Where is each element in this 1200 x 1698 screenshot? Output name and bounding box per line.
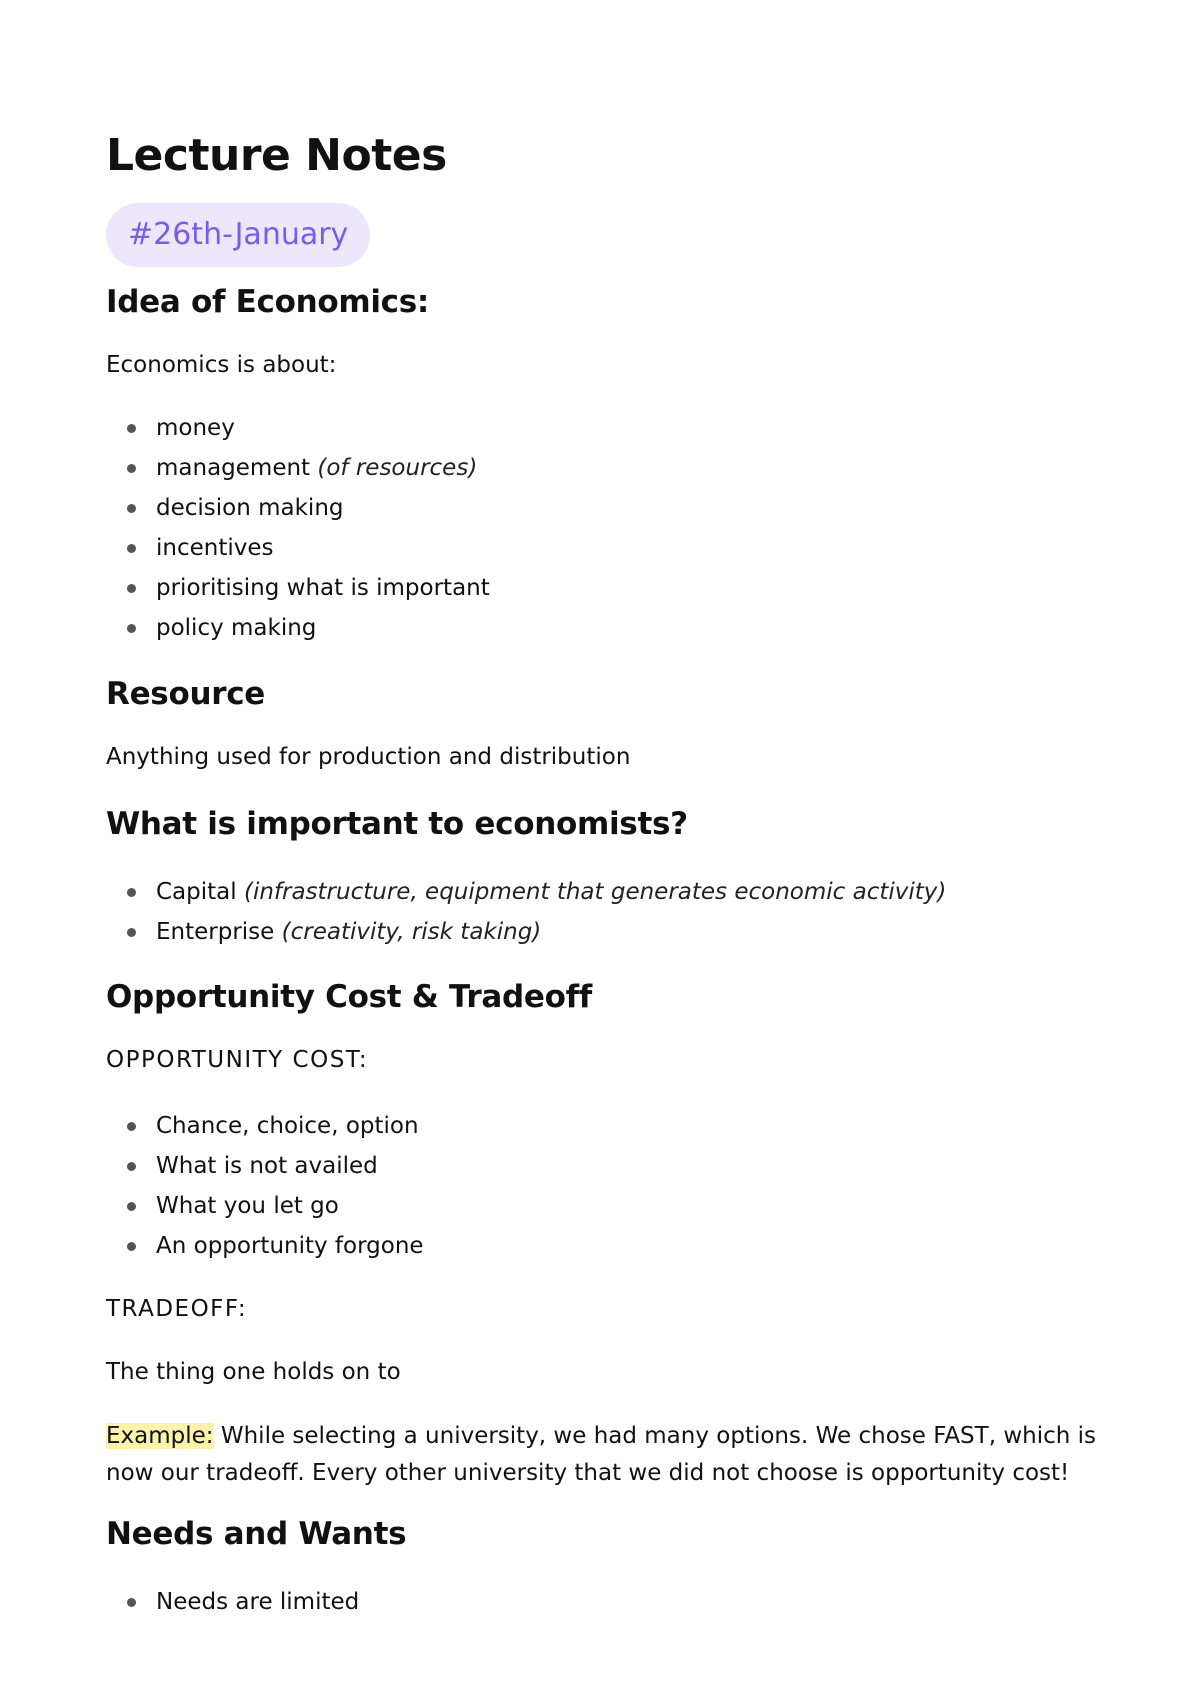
example-text: While selecting a university, we had many options. We chose FAST, which is now our tradeoff. Every other university that we did not choose is opportunity cost! [106,1423,1097,1486]
example-paragraph [106,1418,1106,1492]
list-item: incentives [106,528,490,568]
list-item: Enterprise (creativity, risk taking) [106,912,946,952]
important-list [106,872,946,952]
list-item-note: (of resources) [317,455,478,481]
date-tag[interactable]: #26th-January [106,203,370,267]
list-item: Needs are limited [106,1582,359,1622]
heading-opportunity-cost-tradeoff: Opportunity Cost & Tradeoff [106,979,592,1015]
resource-definition: Anything used for production and distribution [106,744,631,770]
list-item-note: (creativity, risk taking) [281,919,542,945]
idea-intro-text: Economics is about: [106,352,337,378]
heading-important-to-economists: What is important to economists? [106,806,688,842]
list-item-note: (infrastructure, equipment that generates economic activity) [243,879,947,905]
list-item: Capital (infrastructure, equipment that generates economic activity) [106,872,946,912]
tradeoff-label: TRADEOFF: [106,1296,248,1322]
example-highlight: Example: [106,1423,214,1449]
heading-needs-and-wants: Needs and Wants [106,1516,407,1552]
heading-idea-of-economics: Idea of Economics: [106,284,430,320]
list-item: prioritising what is important [106,568,490,608]
page-title: Lecture Notes [106,130,447,181]
list-item: money [106,408,490,448]
list-item: Chance, choice, option [106,1106,424,1146]
opportunity-cost-list [106,1106,424,1266]
list-item: What is not availed [106,1146,424,1186]
opportunity-cost-label: OPPORTUNITY COST: [106,1047,369,1073]
needs-list [106,1582,359,1622]
list-item: management (of resources) [106,448,490,488]
list-item: policy making [106,608,490,648]
list-item: An opportunity forgone [106,1226,424,1266]
idea-list [106,408,490,648]
list-item: What you let go [106,1186,424,1226]
list-item: decision making [106,488,490,528]
heading-resource: Resource [106,676,266,712]
tradeoff-definition: The thing one holds on to [106,1359,401,1385]
